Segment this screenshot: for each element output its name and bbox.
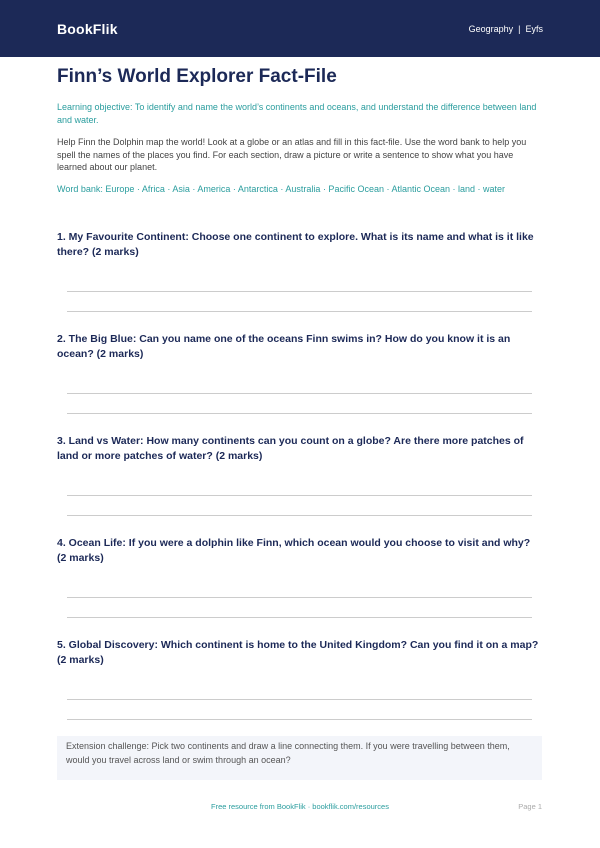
answer-line[interactable] [67,597,532,598]
page-number: Page 1 [518,802,542,811]
answer-line[interactable] [67,719,532,720]
header-separator: | [518,23,521,34]
answer-line[interactable] [67,617,532,618]
answer-line[interactable] [67,393,532,394]
learning-objective: Learning objective: To identify and name the world’s continents and oceans, and understand the difference between land and water. [57,102,537,125]
header-bar [0,0,600,57]
subject-label: Geography [468,23,514,34]
question-text: 1. My Favourite Continent: Choose one continent to explore. What is its name and what is it like there? (2 marks) [57,231,534,258]
footer-link[interactable]: Free resource from BookFlik · bookflik.com/resources [211,802,389,811]
brand-logo[interactable]: BookFlik [57,20,118,37]
answer-line[interactable] [67,291,532,292]
question-block-5 [57,638,542,667]
question-text: 5. Global Discovery: Which continent is home to the United Kingdom? Can you find it on a map? (2 marks) [57,639,539,666]
intro-text: Help Finn the Dolphin map the world! Look at a globe or an atlas and fill in this fact-file. Use the word bank to help you spell the names of the places you find. For each section, draw a picture or write a sentence to show what you have learned about our planet. [57,137,527,172]
answer-line[interactable] [67,495,532,496]
header-meta [469,24,543,34]
page-title: Finn’s World Explorer Fact-File [57,66,337,87]
question-block-4 [57,536,542,565]
answer-line[interactable] [67,699,532,700]
extension-challenge: Extension challenge: Pick two continents and draw a line connecting them. If you were travelling between them, would you travel across land or swim through an ocean? [57,736,542,780]
level-label: Eyfs [525,23,543,34]
question-block-2 [57,332,542,361]
question-block-1 [57,230,542,259]
answer-line[interactable] [67,413,532,414]
worksheet-intro [57,66,542,196]
question-text: 2. The Big Blue: Can you name one of the oceans Finn swims in? How do you know it is an ocean? (2 marks) [57,333,511,360]
question-block-3 [57,434,542,463]
question-text: 3. Land vs Water: How many continents can you count on a globe? Are there more patches of land or more patches of water? (2 marks) [57,435,524,462]
answer-line[interactable] [67,515,532,516]
answer-line[interactable] [67,311,532,312]
question-text: 4. Ocean Life: If you were a dolphin like Finn, which ocean would you choose to visit and why? (2 marks) [57,537,531,564]
word-bank: Word bank: Europe · Africa · Asia · America · Antarctica · Australia · Pacific Ocean · Atlantic Ocean · land · water [57,183,506,194]
